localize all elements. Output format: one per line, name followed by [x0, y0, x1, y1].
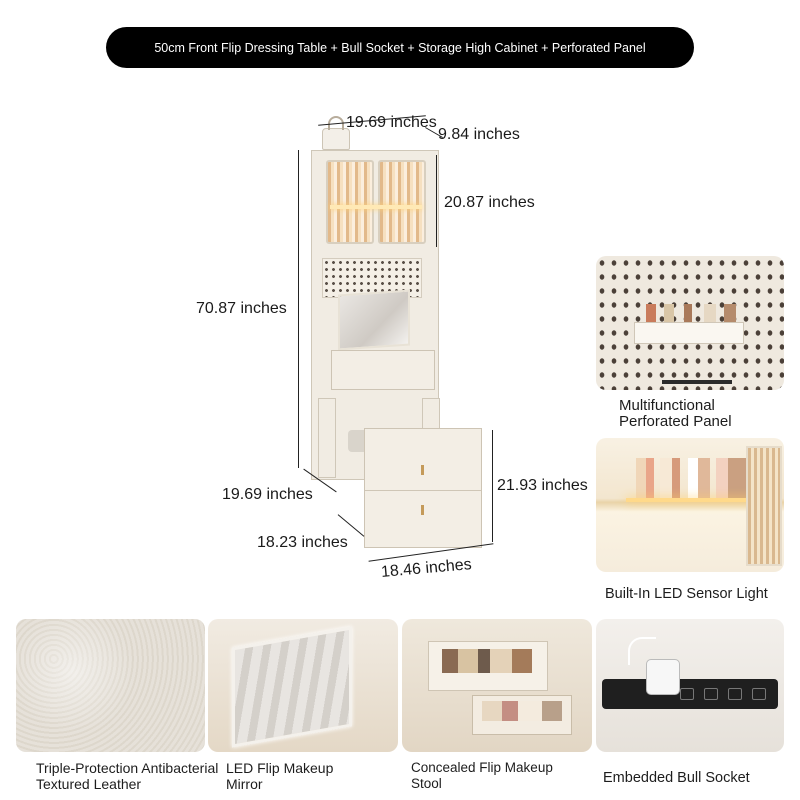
dim-top-width: 19.69 inches — [346, 114, 437, 131]
socket-caption: Embedded Bull Socket — [603, 770, 750, 786]
stool-items — [442, 649, 532, 673]
leather-caption: Triple-Protection Antibacterial Textured Leather — [36, 760, 219, 792]
socket-photo — [596, 619, 784, 752]
led-light-photo — [596, 438, 784, 572]
dim-upper-height: 20.87 inches — [444, 194, 535, 211]
upper-height-line — [436, 155, 437, 247]
dim-stool-height: 21.93 inches — [497, 477, 588, 494]
stool-handle — [421, 505, 424, 515]
stool-body — [364, 428, 482, 548]
panel-bottles — [646, 304, 736, 322]
stool-drawer-divider — [365, 490, 481, 491]
cabinet-door — [746, 446, 782, 566]
mirror-photo — [208, 619, 398, 752]
product-title-banner — [106, 27, 694, 68]
panel-shelf — [634, 322, 744, 344]
stool-caption: Concealed Flip Makeup Stool — [411, 760, 553, 791]
stool-drawer-items — [482, 701, 562, 721]
stool-handle — [421, 465, 424, 475]
glass-door-right — [378, 160, 426, 244]
outlet — [704, 688, 718, 700]
stool-height-line — [492, 430, 493, 542]
flip-mirror — [338, 289, 410, 350]
dim-total-height: 70.87 inches — [196, 300, 287, 317]
stool-photo — [402, 619, 592, 752]
dim-base-depth: 19.69 inches — [222, 486, 313, 503]
perforated-panel-photo — [596, 256, 784, 390]
leather-photo — [16, 619, 205, 752]
total-height-line — [298, 150, 299, 468]
cosmetic-bottles — [636, 458, 746, 498]
mirror-caption: LED Flip Makeup Mirror — [226, 760, 334, 792]
shelf-light — [330, 205, 422, 209]
panel-ledge — [662, 380, 732, 384]
dresser-leg — [318, 398, 336, 478]
flip-mirror-large — [232, 626, 352, 747]
led-light-caption: Built-In LED Sensor Light — [605, 586, 768, 602]
dim-top-depth: 9.84 inches — [438, 126, 520, 143]
product-title: 50cm Front Flip Dressing Table + Bull Socket + Storage High Cabinet + Perforated Panel — [154, 40, 646, 55]
outlet — [728, 688, 742, 700]
dim-stool-depth: 18.23 inches — [257, 534, 348, 551]
outlet — [680, 688, 694, 700]
outlet — [752, 688, 766, 700]
dim-stool-width: 18.46 inches — [380, 556, 473, 581]
glass-door-left — [326, 160, 374, 244]
led-shelf — [626, 498, 756, 502]
dresser-drawer — [331, 350, 435, 390]
perforated-panel-caption: Multifunctional Perforated Panel — [619, 397, 732, 430]
power-cable — [628, 637, 656, 665]
